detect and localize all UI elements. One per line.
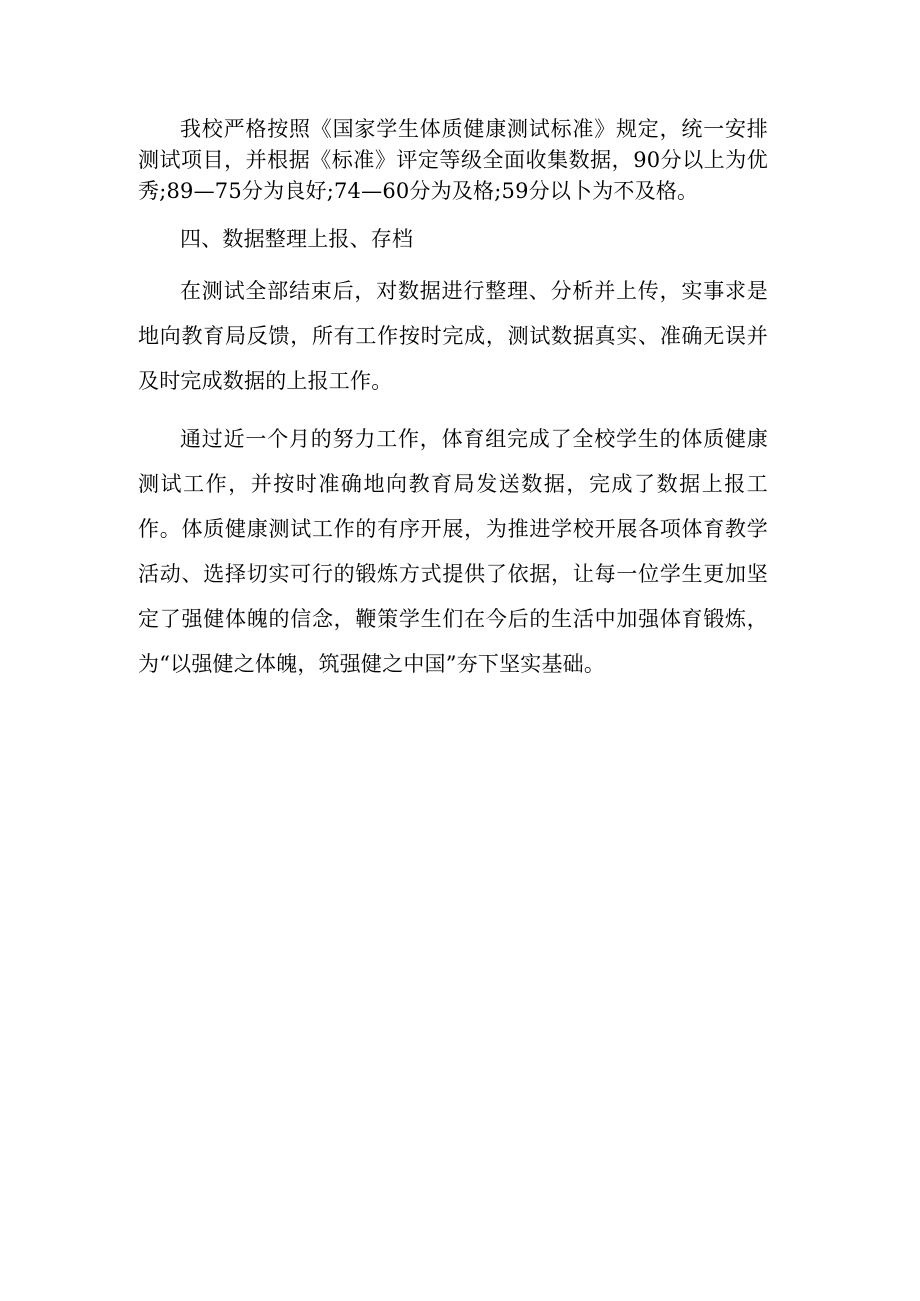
section-heading-data-reporting: 四、数据整理上报、存档 [180,227,414,251]
document-body [138,114,768,687]
paragraph-data-upload: 在测试全部结束后，对数据进行整理、分析并上传，实事求是地向教育局反馈，所有工作按时完成，测试数据真实、准确无误并及时完成数据的上报工作。 [138,279,768,393]
paragraph-summary: 通过近一个月的努力工作，体育组完成了全校学生的体质健康测试工作，并按时准确地向教育局发送数据，完成了数据上报工作。体质健康测试工作的有序开展，为推进学校开展各项体育教学活动、选择切实可行的锻炼方式提供了依据，让每一位学生更加坚定了强健体魄的信念，鞭策学生们在今后的生活中加强体育锻炼，为“以强健之体魄，筑强健之中国”夯下坚实基础。 [138,427,768,676]
paragraph-test-standards: 我校严格按照《国家学生体质健康测试标准》规定，统一安排测试项目，并根据《标准》评定等级全面收集数据，90分以上为优秀;89—75分为良好;74—60分为及格;59分以卜为不及格。 [138,117,768,203]
